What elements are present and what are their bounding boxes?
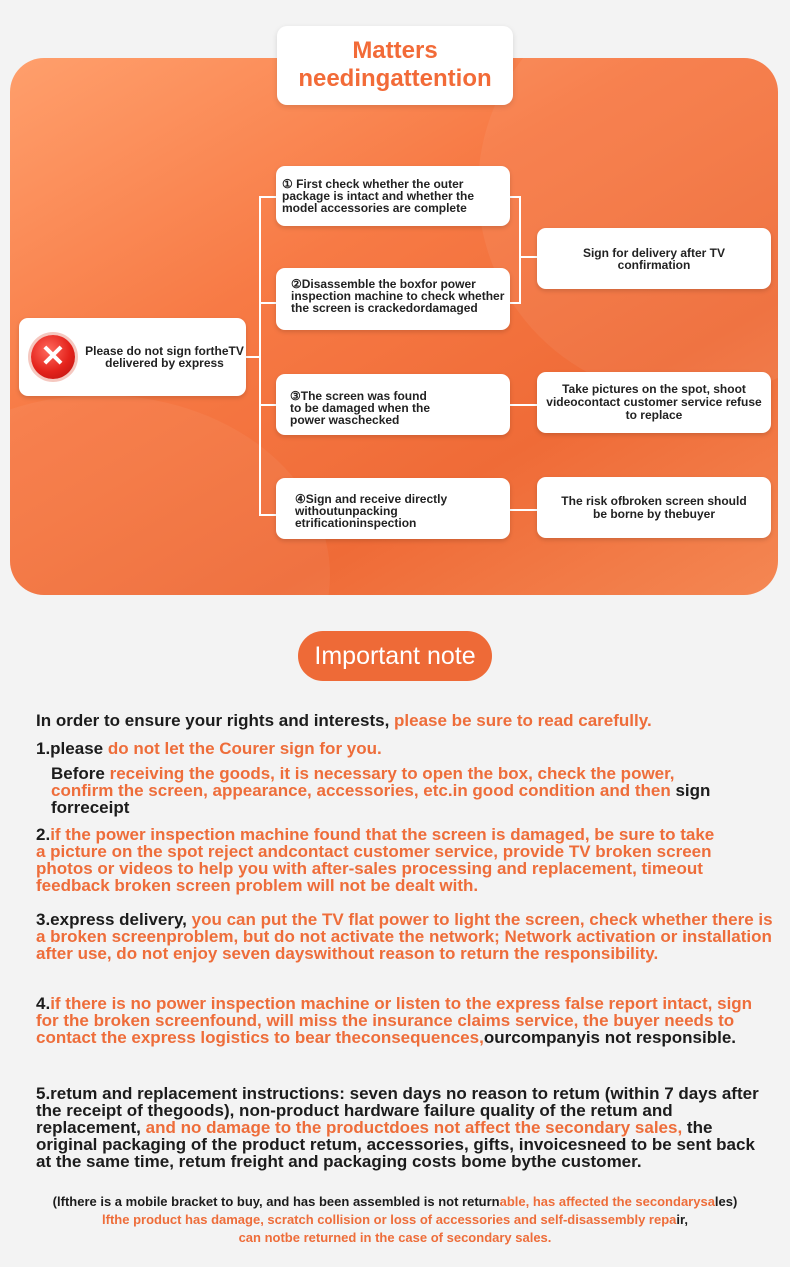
footnote-line-2: [14, 1211, 776, 1229]
footnote-2-orange: lfthe product has damage, scratch collision or loss of accessories and self-disassembly repa: [102, 1212, 677, 1227]
point-5-black-2: the original packaging of the product retum, accessories, gifts, invoicesneed to be sent back at the same time, retum freight and packaging costs bome bythe customer.: [36, 1118, 755, 1171]
point-1-detail-orange: receiving the goods, it is necessary to open the box, check the power, confirm the screen, appearance, accessories, etc.in good condition and then: [51, 764, 675, 800]
point-4-black: 4.: [36, 994, 51, 1013]
point-4-black-2: ourcompanyis not responsible.: [483, 1028, 737, 1047]
title-line-1: Matters: [352, 37, 438, 64]
point-3-orange: you can put the TV flat power to light the screen, check whether there is a broken screenproblem, but do not activate the network; Network activation or installation after use, do not enjoy seven dayswithout reason to return the responsibility.: [36, 910, 773, 963]
point-1-orange: do not let the Courer sign for you.: [107, 739, 382, 758]
connector-line: [519, 196, 521, 304]
connector-line: [259, 302, 277, 304]
point-1-detail-black-2: sign forreceipt: [51, 781, 711, 817]
footnote-line-3: [14, 1229, 776, 1247]
step-text-3: ③The screen was found to be damaged when the power waschecked: [290, 389, 431, 427]
point-2-orange: if the power inspection machine found that the screen is damaged, be sure to take a picture on the spot reject andcontact customer service, provide TV broken screen photos or videos to help you with after-sales processing and replacement, timeout feedback broken screen problem will not be dealt with.: [36, 825, 715, 895]
warning-label: Please do not sign fortheTV delivered by express: [85, 344, 244, 370]
connector-line: [510, 404, 537, 406]
result-text-3: The risk ofbroken screen should be borne by thebuyer: [561, 493, 747, 521]
connector-line: [246, 356, 260, 358]
point-3: [36, 911, 781, 962]
point-2: [36, 826, 726, 894]
intro-black: In order to ensure your rights and interests,: [36, 711, 390, 730]
footnote-1-orange: able, has affected the secondarysa: [499, 1194, 715, 1209]
result-text-1: Sign for delivery after TV confirmation: [582, 245, 726, 272]
result-box-2: [537, 372, 771, 433]
important-note-badge: Important note: [298, 631, 492, 681]
intro-line: [36, 712, 780, 729]
warning-box: [19, 318, 246, 396]
step-text-1: ① First check whether the outer package is intact and whether the model accessories are complete: [282, 177, 475, 215]
footnote-3-orange: can notbe returned in the case of secondary sales.: [238, 1230, 552, 1245]
connector-line: [259, 404, 277, 406]
page-title: [277, 26, 513, 105]
point-3-black: 3.express delivery,: [36, 910, 187, 929]
step-box-1: [276, 166, 510, 226]
connector-line: [259, 196, 277, 198]
step-box-2: [276, 268, 510, 330]
point-5-orange: and no damage to the productdoes not affect the secondary sales,: [145, 1118, 683, 1137]
step-text-2: ②Disassemble the boxfor power inspection machine to check whether the screen is crackedordamaged: [291, 277, 505, 315]
point-5: [36, 1085, 771, 1170]
point-4: [36, 995, 766, 1046]
footnote-2-black: ir,: [676, 1212, 688, 1227]
footnote-1-black: (lfthere is a mobile bracket to buy, and has been assembled is not return: [52, 1194, 500, 1209]
step-text-4: ④Sign and receive directly withoutunpacking etrificationinspection: [295, 492, 448, 530]
connector-line: [259, 196, 261, 516]
result-box-3: [537, 477, 771, 538]
step-box-3: [276, 374, 510, 435]
footnote-1-black-2: les): [714, 1194, 738, 1209]
result-text-2: Take pictures on the spot, shoot videocontact customer service refuse to replace: [546, 382, 762, 422]
point-1: [36, 740, 780, 757]
result-box-1: [537, 228, 771, 289]
footnote-line-1: [14, 1193, 776, 1211]
title-line-2: needingattention: [298, 65, 492, 92]
point-1-detail: [51, 765, 741, 816]
connector-line: [259, 514, 277, 516]
point-5-black: 5.retum and replacement instructions: seven days no reason to retum (within 7 days after the receipt of thegoods), non-product hardware failure quality of the retum and replacement,: [36, 1084, 759, 1137]
point-2-black: 2.: [36, 825, 51, 844]
connector-line: [510, 509, 537, 511]
error-x-icon: ✕: [31, 335, 75, 379]
intro-orange: please be sure to read carefully.: [394, 711, 652, 730]
point-1-black: 1.please: [36, 739, 104, 758]
step-box-4: [276, 478, 510, 539]
point-1-detail-black: Before: [51, 764, 105, 783]
connector-line: [520, 256, 537, 258]
point-4-orange: if there is no power inspection machine or listen to the express false report intact, sign for the broken screenfound, will miss the insurance claims service, the buyer needs to contact the express logistics to bear theconsequences,: [36, 994, 753, 1047]
